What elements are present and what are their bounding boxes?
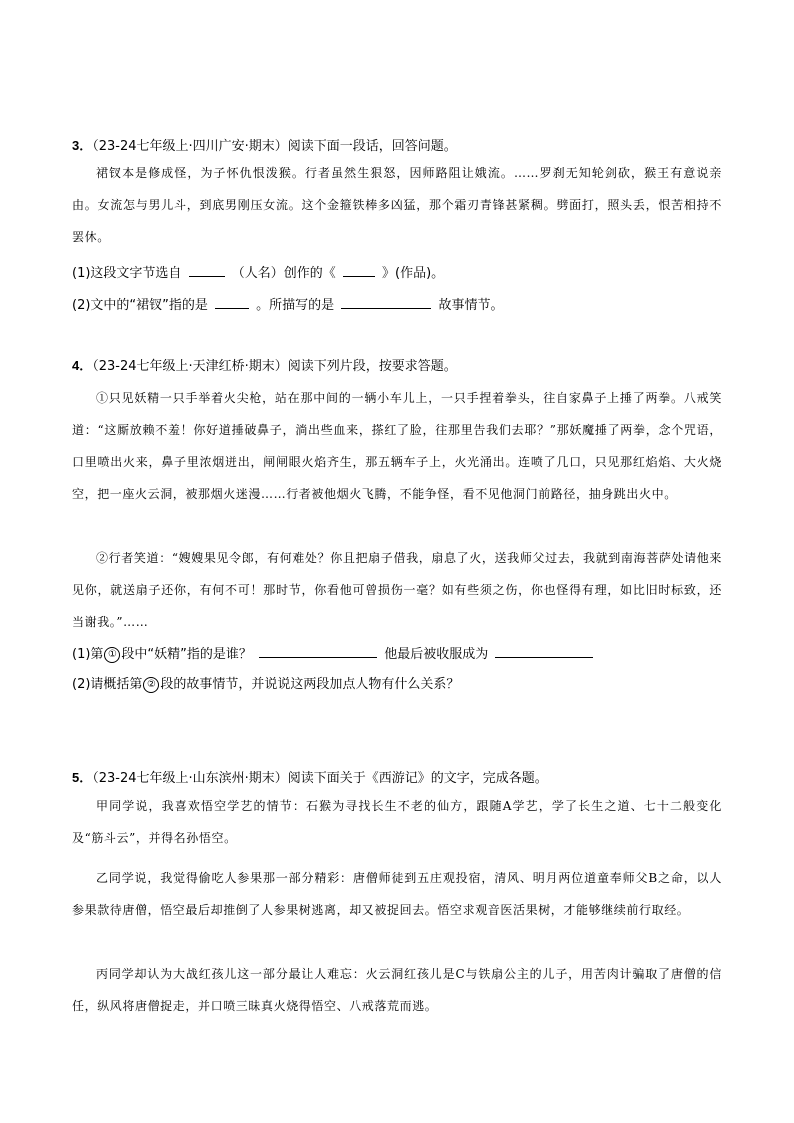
sub-question-text: (2)文中的“裙钗”指的是	[72, 298, 208, 313]
question-title: （23-24七年级上·天津红桥·期末）阅读下列片段，按要求答题。	[92, 359, 457, 374]
sub-question-text: 他最后被收服成为	[384, 647, 489, 662]
question-4-header	[72, 356, 722, 377]
question-3-sub-1	[72, 262, 722, 284]
question-5-paragraph-3: 丙同学却认为大战红孩儿这一部分最让人难忘：火云洞红孩儿是C与铁扇公主的儿子，用苦肉计骗取了唐僧的信任，纵风将唐僧捉走，并口喷三昧真火烧得悟空、八戒落荒而逃。	[72, 967, 722, 1013]
paragraph-marker: ①	[96, 391, 109, 405]
answer-blank[interactable]	[215, 294, 249, 309]
answer-blank[interactable]	[341, 294, 431, 309]
sub-question-text: （人名）创作的《	[231, 266, 336, 281]
question-number: 4．	[72, 358, 93, 373]
question-4-paragraph-2	[72, 542, 722, 638]
question-4-sub-1	[72, 643, 722, 665]
question-3-sub-2	[72, 294, 722, 316]
question-number: 5．	[72, 770, 93, 785]
sub-question-text: 段中“妖精”指的是谁？	[121, 647, 252, 662]
question-4-sub-2	[72, 675, 722, 695]
paragraph-text: 只见妖精一只手举着火尖枪，站在那中间的一辆小车儿上，一只手捏着拳头，往自家鼻子上捶了两拳。八戒笑道：“这厮放赖不羞！你好道捶破鼻子，淌出些血来，搽红了脸，往那里告我们去耶？”那妖魔捶了两拳，念个咒语，口里喷出火来，鼻子里浓烟迸出，闸闸眼火焰齐生，那五辆车子上，火光涌出。连喷了几口，只见那红焰焰、大火烧空，把一座火云洞，被那烟火迷漫……行者被他烟火飞腾，不能争怪，看不见他洞门前路径，抽身跳出火中。	[72, 391, 722, 501]
question-3-passage: 裙钗本是修成怪，为子怀仇恨泼猴。行者虽然生狠怒，因师路阻让娥流。……罗刹无知轮剑砍，猴王有意说亲由。女流怎与男儿斗，到底男刚压女流。这个金箍铁棒多凶猛，那个霜刃青锋甚紧稠。劈面打，照头丢，恨苦相持不罢休。	[72, 166, 722, 244]
question-5-paragraph-1: 甲同学说，我喜欢悟空学艺的情节：石猴为寻找长生不老的仙方，跟随A学艺，学了长生之道、七十二般变化及“筋斗云”，并得名孙悟空。	[72, 799, 722, 845]
answer-blank[interactable]	[259, 643, 377, 658]
sub-question-text: (1)这段文字节选自	[72, 266, 182, 281]
sub-question-text: 段的故事情节，并说说这两段加点人物有什么关系？	[160, 677, 460, 692]
question-3-header	[72, 136, 722, 157]
question-5-paragraph-2: 乙同学说，我觉得偷吃人参果那一部分精彩：唐僧师徒到五庄观投宿，清风、明月两位道童奉师父B之命，以人参果款待唐僧，悟空最后却推倒了人参果树逃离，却又被捉回去。悟空求观音医活果树，才能够继续前行取经。	[72, 871, 722, 917]
sub-question-text: (2)请概括第	[72, 677, 143, 692]
sub-question-text: 。所描写的是	[256, 298, 335, 313]
question-title: （23-24七年级上·山东滨州·期末）阅读下面关于《西游记》的文字，完成各题。	[92, 771, 548, 786]
paragraph-marker: ②	[143, 677, 159, 693]
sub-question-text: (1)第	[72, 647, 104, 662]
paragraph-marker: ②	[96, 551, 109, 565]
question-number: 3．	[72, 138, 93, 153]
question-5-header	[72, 768, 722, 789]
answer-blank[interactable]	[495, 643, 593, 658]
paragraph-text: 行者笑道：“嫂嫂果见令郎，有何难处？你且把扇子借我，扇息了火，送我师父过去，我就到南海菩萨处请他来见你，就送扇子还你，有何不可！那时节，你看他可曾损伤一毫？如有些须之伤，你也怪得有理，如比旧时标致，还当谢我。”……	[72, 551, 722, 629]
paragraph-marker: ①	[104, 647, 120, 663]
question-4-paragraph-1	[72, 382, 722, 510]
sub-question-text: 故事情节。	[438, 298, 504, 313]
sub-question-text: 》(作品)。	[382, 266, 445, 281]
answer-blank[interactable]	[189, 262, 225, 277]
answer-blank[interactable]	[343, 262, 375, 277]
question-title: （23-24七年级上·四川广安·期末）阅读下面一段话，回答问题。	[92, 139, 457, 154]
